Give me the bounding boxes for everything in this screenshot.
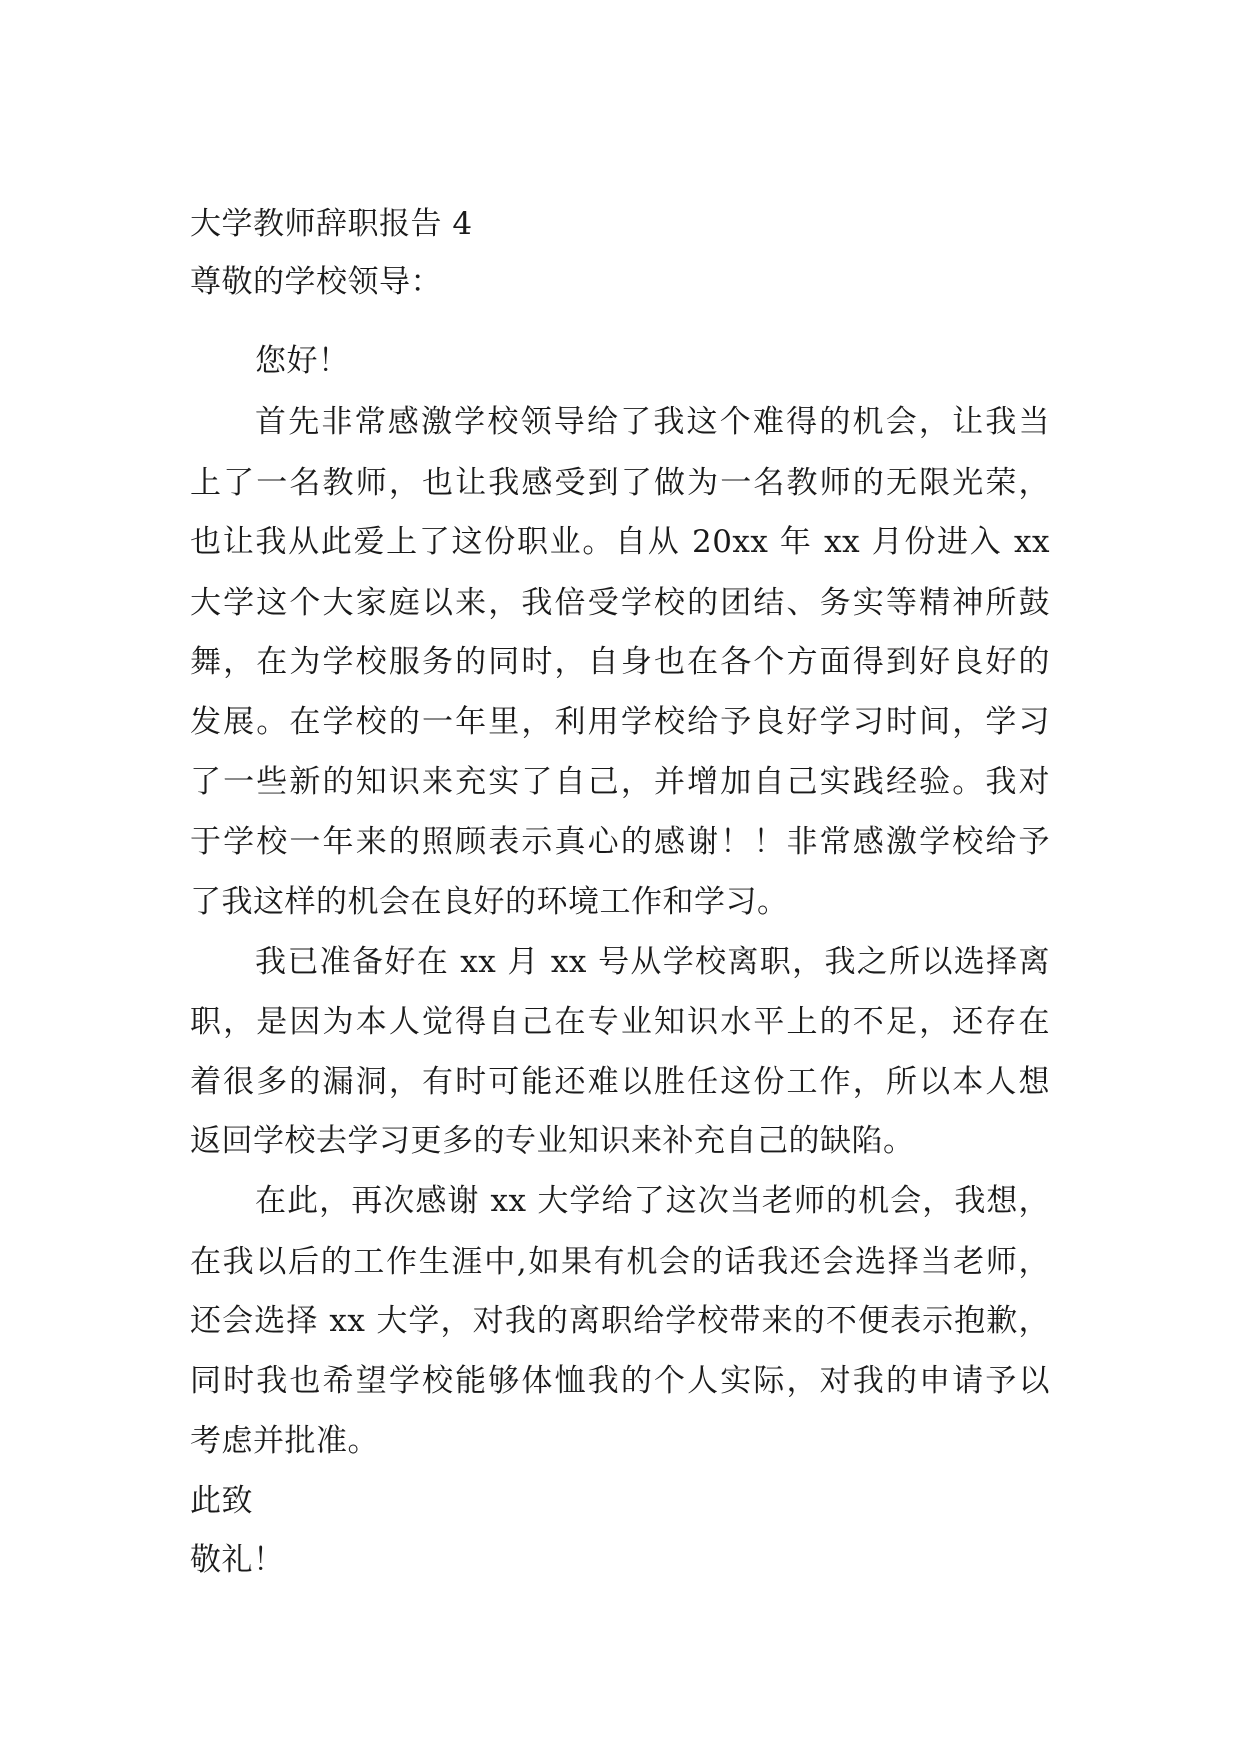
body-line: 于学校一年来的照顾表示真心的感谢！！非常感激学校给予 — [190, 824, 1050, 860]
body-line: 了一些新的知识来充实了自己，并增加自己实践经验。我对 — [190, 764, 1050, 800]
body-line: 上了一名教师，也让我感受到了做为一名教师的无限光荣， — [190, 465, 1050, 501]
body-line: 我已准备好在 xx 月 xx 号从学校离职，我之所以选择离 — [255, 944, 1050, 980]
greeting: 您好！ — [255, 343, 350, 379]
body-line: 了我这样的机会在良好的环境工作和学习。 — [190, 884, 789, 920]
document-title: 大学教师辞职报告 4 — [190, 206, 473, 242]
body-line: 着很多的漏洞，有时可能还难以胜任这份工作，所以本人想 — [190, 1064, 1050, 1100]
body-line: 在我以后的工作生涯中,如果有机会的话我还会选择当老师， — [190, 1244, 1050, 1280]
body-line: 舞，在为学校服务的同时，自身也在各个方面得到好良好的 — [190, 644, 1050, 680]
body-line: 还会选择 xx 大学，对我的离职给学校带来的不便表示抱歉， — [190, 1303, 1050, 1339]
body-line: 在此，再次感谢 xx 大学给了这次当老师的机会，我想， — [255, 1183, 1050, 1219]
body-line: 大学这个大家庭以来，我倍受学校的团结、务实等精神所鼓 — [190, 585, 1050, 621]
body-line: 也让我从此爱上了这份职业。自从 20xx 年 xx 月份进入 xx — [190, 524, 1050, 560]
body-line: 返回学校去学习更多的专业知识来补充自己的缺陷。 — [190, 1123, 915, 1159]
body-line: 同时我也希望学校能够体恤我的个人实际，对我的申请予以 — [190, 1363, 1050, 1399]
body-line: 首先非常感激学校领导给了我这个难得的机会，让我当 — [255, 404, 1050, 440]
body-line: 发展。在学校的一年里，利用学校给予良好学习时间，学习 — [190, 704, 1050, 740]
closing-line-1: 此致 — [190, 1483, 253, 1519]
body-line: 职，是因为本人觉得自己在专业知识水平上的不足，还存在 — [190, 1004, 1050, 1040]
closing-line-2: 敬礼！ — [190, 1542, 285, 1578]
salutation: 尊敬的学校领导： — [190, 264, 442, 300]
body-line: 考虑并批准。 — [190, 1423, 379, 1459]
